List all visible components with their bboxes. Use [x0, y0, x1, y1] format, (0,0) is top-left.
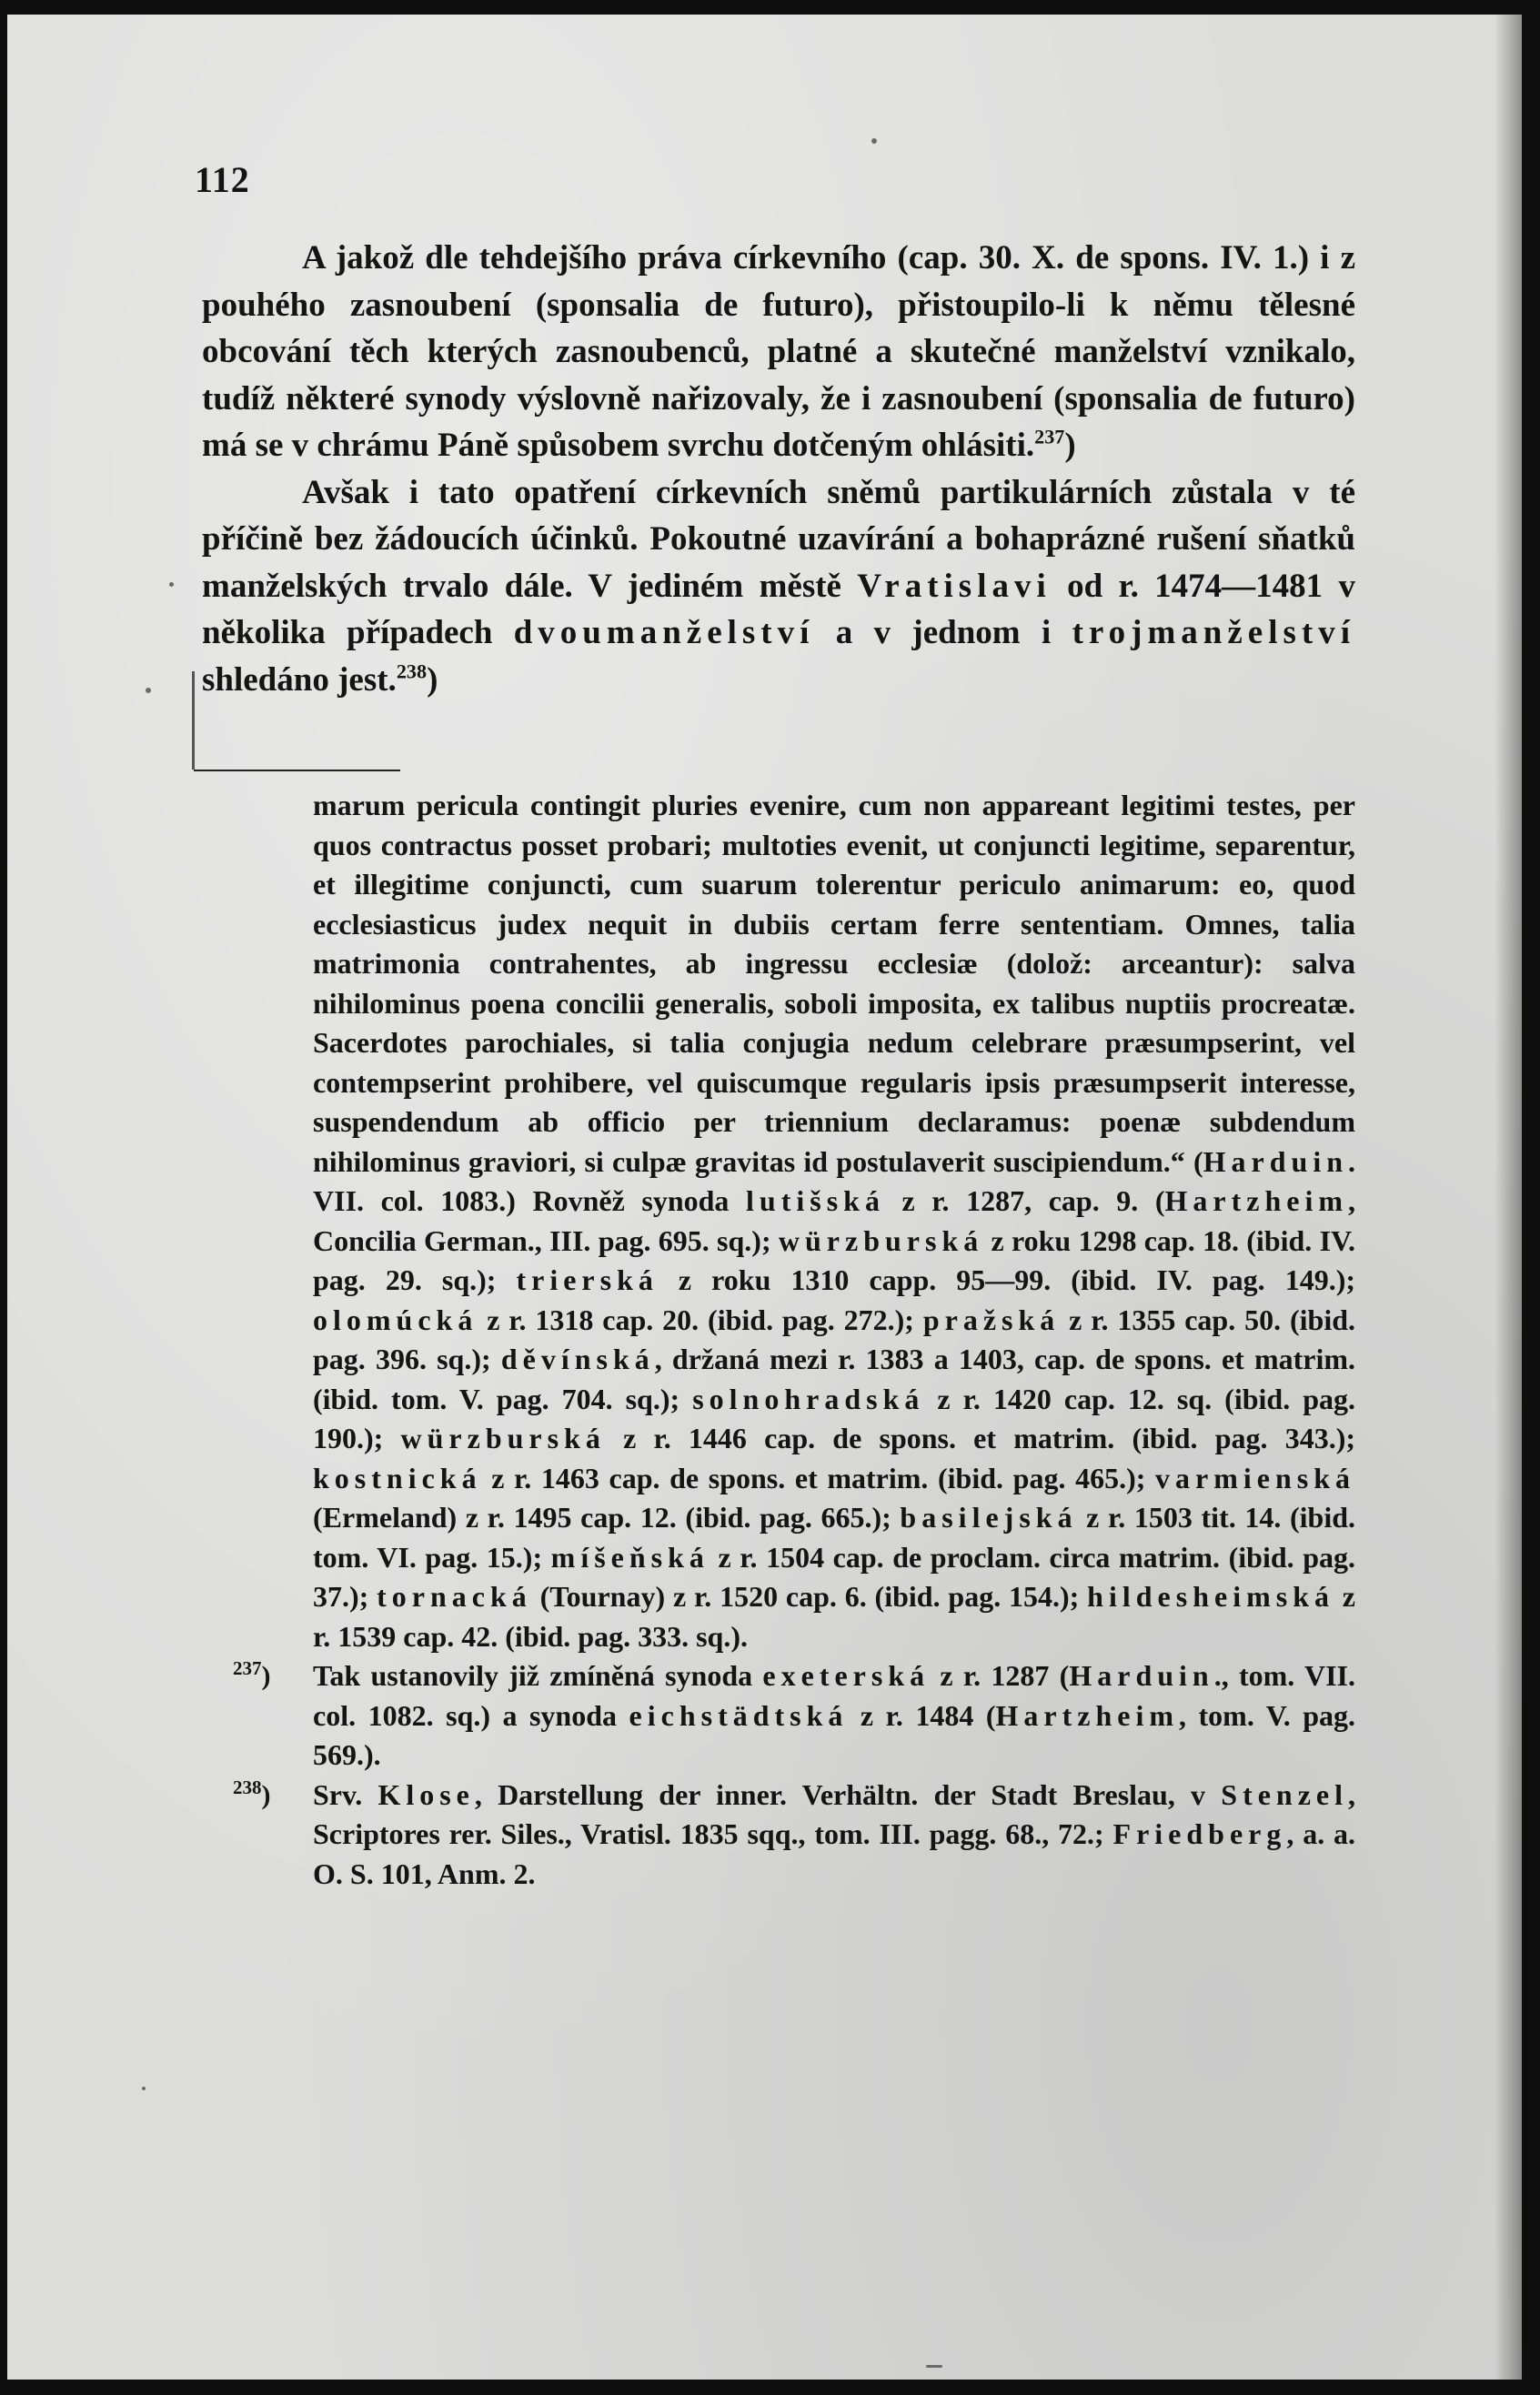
author-stenzel: Stenzel: [1221, 1777, 1349, 1811]
author-harduin: Harduin: [1203, 1144, 1348, 1178]
fn-text: z r. 1318 cap. 20. (ibid. pag. 272.);: [478, 1303, 923, 1336]
fn-text: z r. 1420 cap. 12. sq. (ibid. pag. 190.);: [313, 1382, 1356, 1454]
p2-part-c: a v jednom i: [814, 614, 1072, 651]
fn-text: marum pericula contingit pluries evenire, cum non appareant legitimi testes, per quos contractus posset probari; multoties evenit, ut conjuncti legitime, separentur, et illegitime conjuncti, cum suarum tolerentur periculo animarum: eo, quod ecclesiasticus judex nequit in dubiis certam ferre sententiam. Omnes, talia matrimonia contrahentes, ab ingressu ecclesiæ (dolož: arceantur): salva nihilominus poena concilii generalis, soboli imposita, ex talibus nuptiis procreatæ. Sacerdotes parochiales, si talia conjugia nedum celebrare præsumpserint, vel contempserint prohibere, vel quiscumque regularis ipsis præsumpserit interesse, suspendendum ab officio per triennium declaramus: poenæ subdendum nihilominus graviori, si culpæ gravitas id postulaverit suscipiendum.“ (: [313, 789, 1355, 1178]
fn-text: z r. 1446 cap. de spons. et matrim. (ibid. pag. 343.);: [605, 1422, 1356, 1454]
author-hartzheim: Hartzheim: [1164, 1184, 1349, 1217]
fn-text: z roku 1298 cap. 18. (ibid. IV. pag. 29. sq.);: [313, 1223, 1356, 1296]
speck: [169, 582, 174, 587]
synod-name: basilejská: [900, 1501, 1078, 1534]
paper-sheet: [7, 15, 1522, 2380]
synod-name: würzburská: [400, 1422, 606, 1454]
paragraph-1-text: A jakož dle tehdejšího práva církevního (cap. 30. X. de spons. IV. 1.) i z pouhého zasnoubení (sponsalia de futuro), přistoupilo-li k němu tělesné obcování těch kterých zasnoubenců, platné a skutečné manželství vznikalo, tudíž některé synody výslovně nařizovaly, že i zasnoubení (sponsalia de futuro) má se v chrámu Páně spůsobem svrchu dotčeným ohlásiti.: [202, 239, 1355, 464]
fn-text: (Ermeland) z r. 1495 cap. 12. (ibid. pag. 665.);: [313, 1501, 901, 1534]
fn-text: , Scriptores rer. Siles., Vratisl. 1835 sqq., tom. III. pagg. 68., 72.;: [313, 1777, 1356, 1850]
fn-text: z r. 1287, cap. 9. (: [884, 1184, 1165, 1217]
synod-name: míšeňská: [550, 1540, 710, 1574]
synod-name: pražská: [922, 1303, 1061, 1336]
p2-part-a: Avšak i tato opatření církevních sněmů partikulárních zůstala v té příčině bez žádoucích účinků. Pokoutné uzavírání a bohaprázné rušení sňatků manželských trvalo dále. V jediném městě: [202, 473, 1355, 605]
fn-text: , tom. V. pag. 569.).: [313, 1698, 1356, 1771]
synod-name: eichstädtská: [629, 1698, 849, 1732]
footnote-number: 237: [233, 1657, 262, 1679]
fn-text: Srv.: [313, 1777, 378, 1811]
note-ref-237: 237: [1034, 425, 1065, 448]
speck: [926, 2365, 942, 2368]
fn-text: , Darstellung der inner. Verhältn. der Stadt Breslau, v: [474, 1777, 1222, 1811]
synod-name: olomúcká: [313, 1303, 478, 1336]
fn-text: z r. 1484 (: [848, 1698, 996, 1732]
synod-name: solnohradská: [692, 1382, 925, 1415]
note-ref-238: 238: [396, 659, 428, 683]
fn-text: z r. 1539 cap. 42. (ibid. pag. 333. sq.).: [313, 1580, 1356, 1653]
footnote-marker-237: $^{237}$): [233, 1657, 271, 1691]
speck: [142, 2087, 146, 2090]
paragraph-2: Avšak i tato opatření církevních sněmů partikulárních zůstala v té příčině bez žádoucích účinků. Pokoutné uzavírání a bohaprázné rušení sňatků manželských trvalo dále. V jediném městě Vratislavi od r. 1474—1481 v několika případech dvoumanželství a v jednom i trojmanželství shledáno jest.$^{238}$): [202, 473, 1356, 699]
page-number: 112: [195, 159, 250, 200]
fn-text: . VII. col. 1083.) Rovněž synoda: [313, 1144, 1355, 1217]
author-klose: Klose: [377, 1777, 475, 1811]
author-friedberg: Friedberg: [1112, 1817, 1287, 1850]
synod-name: tornacká: [377, 1580, 532, 1613]
synod-name: kostnická: [313, 1461, 482, 1494]
author-hartzheim: Hartzheim: [995, 1698, 1180, 1732]
city-vratislav: Vratislavi: [857, 567, 1052, 605]
fn-text: z r. 1503 tit. 14. (ibid. tom. VI. pag. 15.);: [313, 1501, 1356, 1574]
term-trojmanzelstvi: trojmanželství: [1072, 614, 1355, 651]
page-edge-shadow: [1495, 15, 1522, 2380]
synod-name: trierská: [516, 1263, 659, 1296]
fn-text: z roku 1310 capp. 95—99. (ibid. IV. pag. 149.);: [658, 1263, 1355, 1296]
synod-name: děvínská: [500, 1343, 655, 1375]
term-dvoumanzelstvi: dvoumanželství: [513, 614, 815, 651]
paragraph-1: A jakož dle tehdejšího práva církevního (cap. 30. X. de spons. IV. 1.) i z pouhého zasnoubení (sponsalia de futuro), přistoupilo-li k němu tělesné obcování těch kterých zasnoubenců, platné a skutečné manželství vznikalo, tudíž některé synody výslovně nařizovaly, že i zasnoubení (sponsalia de futuro) má se v chrámu Páně spůsobem svrchu dotčeným ohlásiti.$^{237}$): [202, 239, 1355, 464]
speck: [871, 138, 877, 144]
synod-name: würzburská: [778, 1223, 984, 1257]
fn-text: z r. 1463 cap. de spons. et matrim. (ibid. pag. 465.);: [481, 1461, 1155, 1494]
main-text: [202, 235, 1355, 703]
synod-name: lutišská: [746, 1184, 885, 1217]
fn-text: z r. 1355 cap. 50. (ibid. pag. 396. sq.);: [313, 1303, 1356, 1375]
author-harduin: Harduin: [1069, 1659, 1214, 1692]
footnotes: [233, 786, 1356, 1894]
footnote-continuation: [313, 786, 1355, 1656]
fn-text: z r. 1287 (: [930, 1659, 1070, 1692]
footnote-237: [233, 1656, 1356, 1776]
footnote-number: 238: [233, 1776, 262, 1798]
fn-text: z r. 1504 cap. de proclam. circa matrim. (ibid. pag. 37.);: [313, 1540, 1356, 1613]
fn-text: Tak ustanovily již zmíněná synoda: [313, 1659, 763, 1692]
fn-text: ., tom. VII. col. 1082. sq.) a synoda: [313, 1659, 1356, 1732]
footnote-238: [233, 1776, 1356, 1895]
p2-part-b: od r. 1474—1481 v několika případech: [202, 567, 1356, 651]
footnote-separator: [194, 770, 400, 771]
fn-text: (Tournay) z r. 1520 cap. 6. (ibid. pag. 154.);: [531, 1580, 1088, 1613]
synod-name: hildesheimská: [1087, 1580, 1334, 1613]
p2-part-d: shledáno jest.: [202, 660, 397, 699]
speck: [146, 688, 151, 693]
margin-bracket: [192, 671, 195, 770]
synod-name: exeterská: [762, 1659, 931, 1692]
fn-text: , a. a. O. S. 101, Anm. 2.: [313, 1817, 1356, 1890]
fn-text: , držaná mezi r. 1383 a 1403, cap. de spons. et matrim. (ibid. tom. V. pag. 704. sq.);: [313, 1343, 1356, 1415]
synod-name: varmienská: [1155, 1461, 1355, 1494]
fn-text: , Concilia German., III. pag. 695. sq.);: [313, 1184, 1356, 1257]
footnote-marker-238: $^{238}$): [233, 1776, 271, 1810]
